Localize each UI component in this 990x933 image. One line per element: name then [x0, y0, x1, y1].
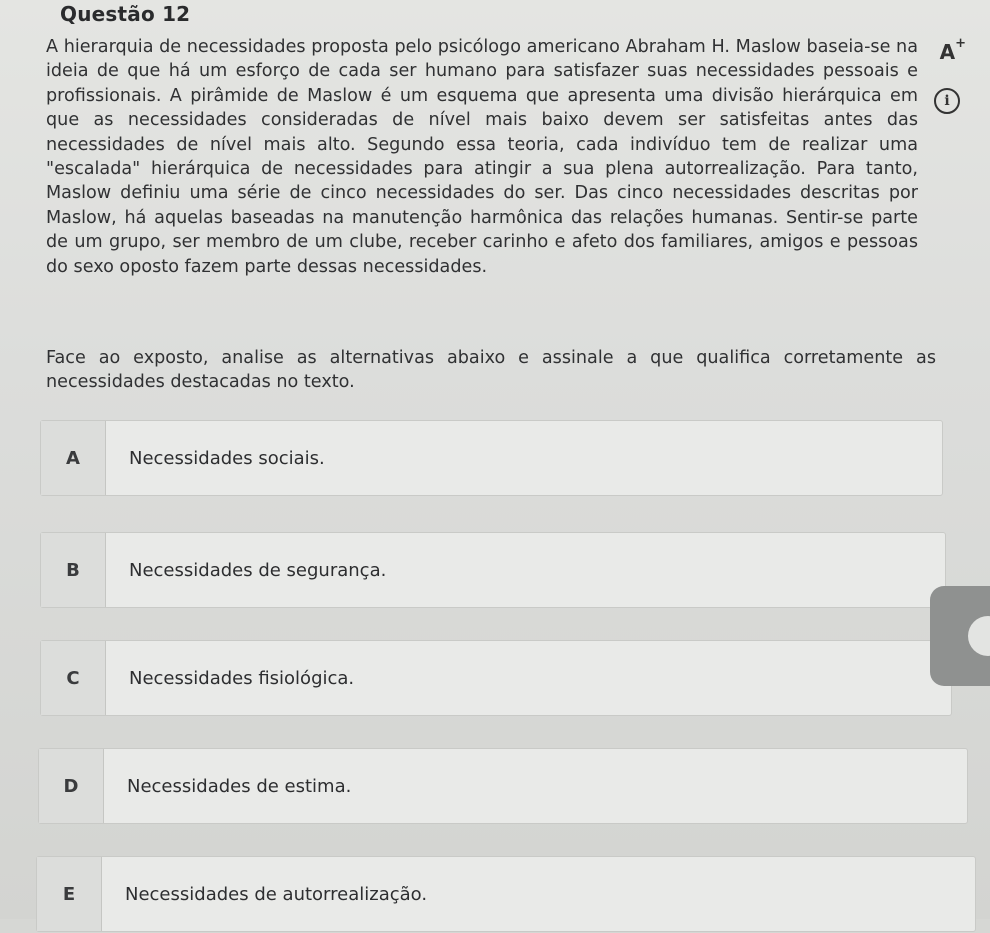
alternative-d[interactable]: [38, 748, 968, 824]
alternative-a[interactable]: [40, 420, 943, 496]
alternative-letter: A: [66, 448, 80, 469]
alternative-letter: B: [66, 560, 80, 581]
font-size-letter: A: [939, 40, 956, 64]
alternative-c[interactable]: [40, 640, 952, 716]
side-scroll-handle[interactable]: [930, 586, 990, 686]
alternative-text: Necessidades de segurança.: [129, 560, 387, 581]
alternative-text: Necessidades fisiológica.: [129, 668, 355, 689]
alternative-text: Necessidades de autorrealização.: [125, 884, 428, 905]
info-icon[interactable]: i: [934, 88, 960, 114]
alternative-letter: C: [66, 668, 80, 689]
question-text: A hierarquia de necessidades proposta pelo psicólogo americano Abraham H. Maslow baseia-se na ideia de que há um esforço de cada ser humano para satisfazer suas necessidades pessoais e profissionais. A pirâmide de Maslow é um esquema que apresenta uma divisão hierárquica em que as necessidades consideradas de nível mais baixo devem ser satisfeitas antes das necessidades de nível mais alto. Segundo essa teoria, cada indivíduo tem de realizar uma "escalada" hierárquica de necessidades para atingir a sua plena autorrealização. Para tanto, Maslow definiu uma série de cinco necessidades do ser. Das cinco necessidades descritas por Maslow, há aquelas baseadas na manutenção harmônica das relações humanas. Sentir-se parte de um grupo, ser membro de um clube, receber carinho e afeto dos familiares, amigos e pessoas do sexo oposto fazem parte dessas necessidades.: [46, 37, 918, 277]
alternative-text: Necessidades de estima.: [127, 776, 352, 797]
alternative-text: Necessidades sociais.: [129, 448, 325, 469]
alternative-letter: D: [63, 776, 79, 797]
alternative-b[interactable]: [40, 532, 946, 608]
font-size-increase-icon[interactable]: [939, 36, 966, 64]
question-title: Questão 12: [60, 2, 191, 26]
alternative-e[interactable]: [36, 856, 976, 932]
question-prompt: Face ao exposto, analise as alternativas abaixo e assinale a que qualifica corretamente as necessidades destacadas no texto.: [46, 348, 936, 393]
font-size-plus: +: [955, 36, 966, 52]
alternative-letter: E: [62, 884, 76, 905]
